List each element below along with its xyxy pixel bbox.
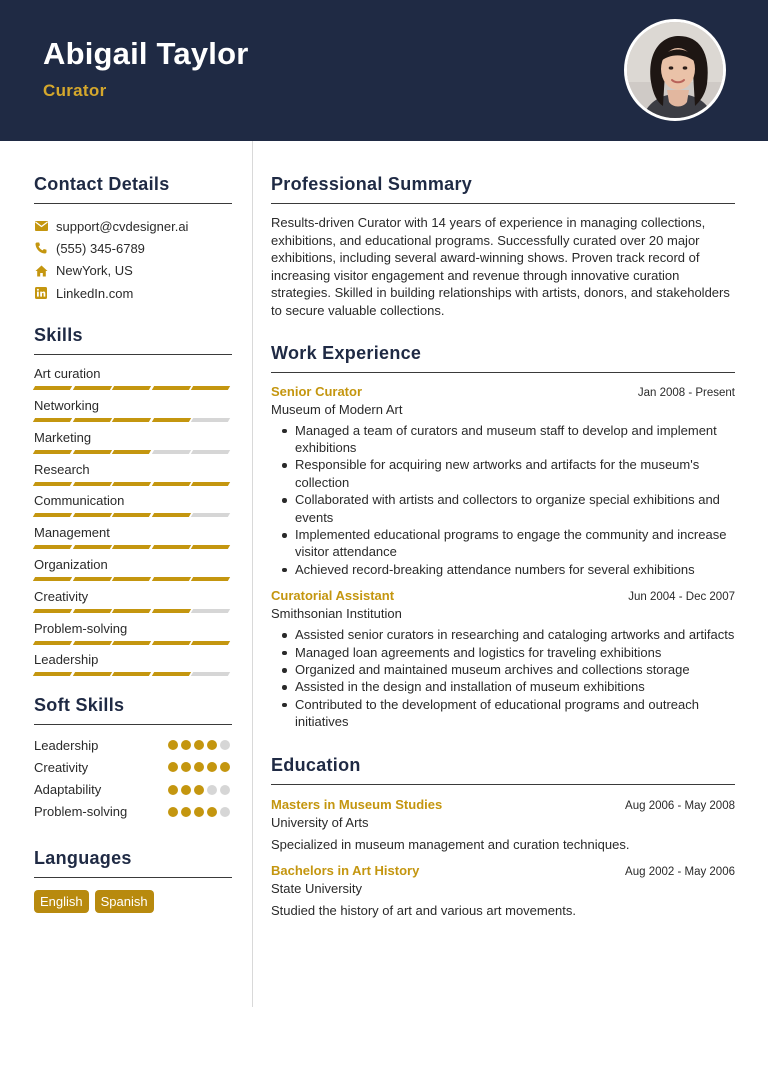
skill-level-segment [112, 418, 151, 422]
rating-dot [207, 740, 217, 750]
experience-section [271, 343, 735, 731]
languages-section [34, 848, 232, 913]
education-entry [271, 863, 735, 918]
job-date: Jun 2004 - Dec 2007 [628, 591, 735, 604]
skill-level-segment [33, 545, 72, 549]
skill-level-bar [34, 545, 229, 549]
contact-phone-text: (555) 345-6789 [56, 240, 145, 256]
skill-item [34, 397, 232, 429]
skill-level-segment [33, 577, 72, 581]
soft-skill-rating [168, 785, 230, 795]
skill-item [34, 365, 232, 397]
skill-level-segment [191, 450, 230, 454]
skill-level-segment [112, 577, 151, 581]
bullet-item: Assisted in the design and installation of museum exhibitions [295, 678, 735, 695]
soft-skill-label: Problem-solving [34, 804, 128, 820]
contact-linkedin[interactable] [34, 282, 232, 304]
skill-level-bar [34, 577, 229, 581]
rating-dot [220, 785, 230, 795]
skill-level-segment [33, 482, 72, 486]
candidate-name: Abigail Taylor [43, 36, 249, 71]
contact-email-text: support@cvdesigner.ai [56, 218, 189, 234]
school-name: State University [271, 880, 363, 896]
rating-dot [194, 807, 204, 817]
skill-item [34, 588, 232, 620]
skill-level-segment [72, 577, 111, 581]
rating-dot [181, 807, 191, 817]
soft-skills-list [34, 734, 232, 823]
skill-level-segment [191, 545, 230, 549]
soft-skills-heading: Soft Skills [34, 695, 232, 725]
skill-level-segment [112, 482, 151, 486]
phone-icon [34, 241, 48, 255]
education-section [271, 755, 735, 918]
education-entry [271, 797, 735, 852]
bullet-item: Organized and maintained museum archives and collections storage [295, 661, 735, 678]
rating-dot [194, 740, 204, 750]
skill-item [34, 429, 232, 461]
skill-level-segment [152, 418, 191, 422]
skill-item [34, 524, 232, 556]
rating-dot [220, 740, 230, 750]
skill-level-bar [34, 513, 229, 517]
skill-level-segment [191, 577, 230, 581]
skill-level-bar [34, 672, 229, 676]
skill-level-segment [112, 672, 151, 676]
experience-heading: Work Experience [271, 343, 735, 373]
bullet-item: Implemented educational programs to engage the community and increase visitor attendance [295, 526, 735, 561]
rating-dot [207, 785, 217, 795]
rating-dot [194, 785, 204, 795]
rating-dot [168, 762, 178, 772]
skill-level-segment [191, 418, 230, 422]
languages-heading: Languages [34, 848, 232, 878]
soft-skill-item [34, 801, 232, 823]
skill-level-bar [34, 641, 229, 645]
skill-level-bar [34, 418, 229, 422]
skill-label: Art curation [34, 366, 101, 382]
contact-email[interactable] [34, 215, 232, 237]
skill-level-segment [72, 418, 111, 422]
rating-dot [220, 807, 230, 817]
language-badge: English [34, 890, 89, 913]
education-description: Specialized in museum management and curation techniques. [271, 836, 630, 852]
skill-level-bar [34, 609, 229, 613]
bullet-item: Collaborated with artists and collectors to organize special exhibitions and events [295, 491, 735, 526]
rating-dot [168, 807, 178, 817]
degree-title: Masters in Museum Studies [271, 796, 443, 812]
skill-level-segment [152, 450, 191, 454]
skills-list [34, 365, 232, 683]
skill-level-segment [33, 513, 72, 517]
skill-level-segment [72, 641, 111, 645]
skill-level-segment [72, 513, 111, 517]
contact-linkedin-text: LinkedIn.com [56, 285, 134, 301]
summary-section [271, 174, 735, 320]
skill-level-segment [72, 386, 111, 390]
skills-section [34, 325, 232, 683]
rating-dot [207, 762, 217, 772]
skill-label: Creativity [34, 588, 89, 604]
rating-dot [220, 762, 230, 772]
skill-level-segment [112, 545, 151, 549]
home-icon [34, 264, 48, 278]
skill-level-segment [152, 609, 191, 613]
soft-skills-section [34, 695, 232, 823]
rating-dot [168, 740, 178, 750]
education-description: Studied the history of art and various art movements. [271, 902, 576, 918]
skill-label: Research [34, 461, 90, 477]
skill-level-segment [152, 545, 191, 549]
skill-level-segment [152, 386, 191, 390]
envelope-icon [34, 219, 48, 233]
left-column [34, 141, 232, 913]
skill-level-segment [33, 418, 72, 422]
rating-dot [181, 762, 191, 772]
rating-dot [181, 740, 191, 750]
skill-level-bar [34, 450, 229, 454]
skill-item [34, 620, 232, 652]
skill-level-segment [152, 513, 191, 517]
skill-level-segment [191, 513, 230, 517]
skill-level-segment [191, 386, 230, 390]
skill-level-segment [112, 450, 151, 454]
job-bullets [271, 422, 735, 579]
summary-text: Results-driven Curator with 14 years of experience in managing collections, exhibitions, and educational programs. Successfully curated over 20 major exhibitions, including several award-winning shows. Proven track record of increasing visitor engagement and revenue through innovative curation strategies. Skilled in building relationships with artists, donors, and stakeholders to secure valuable collections. [271, 215, 730, 318]
skill-label: Organization [34, 556, 108, 572]
skill-level-segment [112, 386, 151, 390]
job-organization: Smithsonian Institution [271, 606, 402, 622]
skill-label: Leadership [34, 652, 99, 668]
skill-level-segment [72, 672, 111, 676]
skill-level-segment [191, 641, 230, 645]
contact-section [34, 174, 232, 304]
bullet-item: Responsible for acquiring new artworks and artifacts for the museum's collection [295, 456, 735, 491]
column-divider [252, 141, 253, 1007]
skill-label: Communication [34, 493, 125, 509]
skill-level-segment [72, 450, 111, 454]
skill-label: Problem-solving [34, 620, 128, 636]
job-date: Jan 2008 - Present [637, 386, 735, 399]
rating-dot [181, 785, 191, 795]
skills-heading: Skills [34, 325, 232, 355]
education-date: Aug 2002 - May 2006 [625, 865, 735, 878]
bullet-item: Assisted senior curators in researching and cataloging artworks and artifacts [295, 627, 735, 643]
skill-level-segment [191, 672, 230, 676]
skill-level-segment [112, 641, 151, 645]
contact-location-text: NewYork, US [56, 263, 133, 279]
job-entry [271, 588, 735, 730]
skill-level-segment [152, 482, 191, 486]
skill-item [34, 651, 232, 683]
summary-heading: Professional Summary [271, 174, 735, 204]
soft-skill-item [34, 756, 232, 778]
education-heading: Education [271, 755, 735, 785]
language-badge: Spanish [95, 890, 154, 913]
contact-heading: Contact Details [34, 174, 232, 204]
skill-label: Management [34, 525, 110, 541]
soft-skill-rating [168, 807, 230, 817]
rating-dot [168, 785, 178, 795]
rating-dot [207, 807, 217, 817]
soft-skill-label: Adaptability [34, 782, 102, 798]
skill-level-segment [33, 609, 72, 613]
languages-list [34, 890, 232, 913]
skill-level-segment [152, 577, 191, 581]
job-title: Senior Curator [271, 383, 363, 399]
soft-skill-item [34, 734, 232, 756]
bullet-item: Contributed to the development of educational programs and outreach initiatives [295, 696, 735, 731]
soft-skill-item [34, 779, 232, 801]
skill-level-segment [72, 545, 111, 549]
candidate-title: Curator [43, 81, 107, 100]
skill-label: Networking [34, 397, 100, 413]
soft-skill-label: Creativity [34, 759, 89, 775]
bullet-item: Managed loan agreements and logistics for traveling exhibitions [295, 644, 735, 661]
job-organization: Museum of Modern Art [271, 401, 403, 417]
education-date: Aug 2006 - May 2008 [625, 799, 735, 812]
contact-phone[interactable] [34, 237, 232, 259]
soft-skill-label: Leadership [34, 737, 99, 753]
skill-level-segment [112, 513, 151, 517]
skill-level-segment [191, 609, 230, 613]
bullet-item: Managed a team of curators and museum staff to develop and implement exhibitions [295, 422, 735, 457]
degree-title: Bachelors in Art History [271, 862, 420, 878]
skill-level-bar [34, 386, 229, 390]
soft-skill-rating [168, 762, 230, 772]
skill-item [34, 461, 232, 493]
skill-label: Marketing [34, 429, 92, 445]
skill-level-bar [34, 482, 229, 486]
skill-item [34, 492, 232, 524]
contact-location [34, 260, 232, 282]
skill-item [34, 556, 232, 588]
portrait-image [627, 22, 726, 121]
skill-level-segment [152, 641, 191, 645]
linkedin-icon [34, 286, 48, 300]
right-column [271, 141, 735, 918]
skill-level-segment [33, 641, 72, 645]
skill-level-segment [72, 482, 111, 486]
skill-level-segment [33, 450, 72, 454]
soft-skill-rating [168, 740, 230, 750]
skill-level-segment [33, 672, 72, 676]
skill-level-segment [152, 672, 191, 676]
skill-level-segment [72, 609, 111, 613]
job-entry [271, 384, 735, 579]
bullet-item: Achieved record-breaking attendance numbers for several exhibitions [295, 561, 735, 578]
skill-level-segment [191, 482, 230, 486]
skill-level-segment [112, 609, 151, 613]
school-name: University of Arts [271, 814, 369, 830]
profile-photo [624, 19, 726, 121]
job-bullets [271, 626, 735, 730]
resume-header [0, 0, 768, 141]
job-title: Curatorial Assistant [271, 588, 395, 604]
skill-level-segment [33, 386, 72, 390]
rating-dot [194, 762, 204, 772]
